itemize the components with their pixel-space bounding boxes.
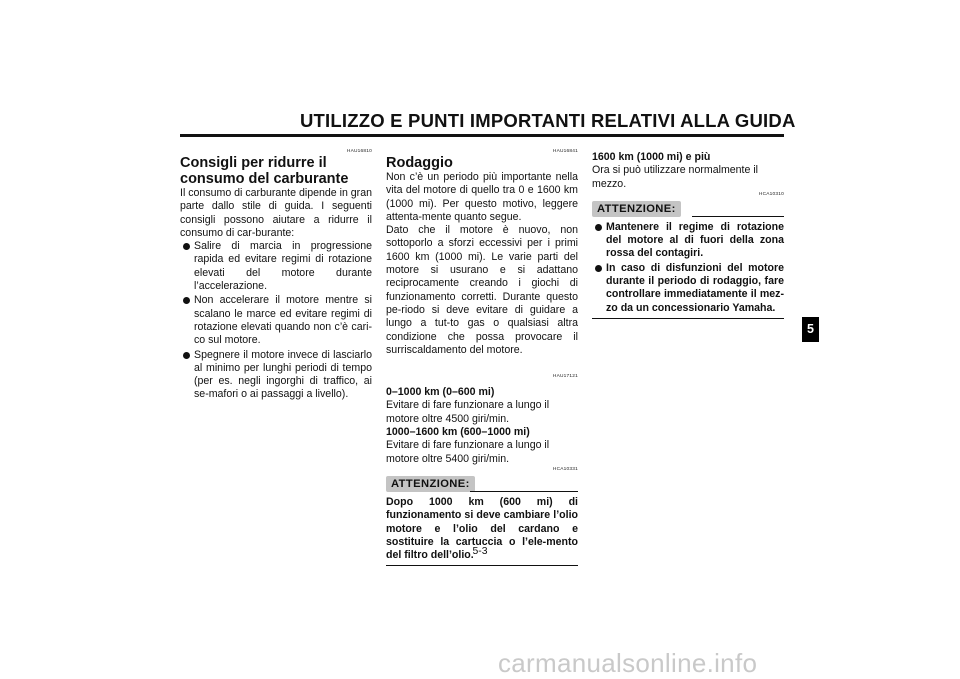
break-in-stage-1-text: Evitare di fare funzionare a lungo il motore oltre 4500 giri/min. <box>386 399 550 425</box>
list-item: Salire di marcia in progressione rapida ed evitare regimi di rotazione elevati del motore durante l’accelerazione. <box>180 240 372 293</box>
fuel-intro: Il consumo di carburante dipende in gran parte dallo stile di guida. I seguenti consigli possono aiutare a ridurre il consumo di car-burante: <box>180 187 372 239</box>
column-break-in <box>386 148 578 566</box>
reference-code: HAU16841 <box>552 149 578 154</box>
caution-header <box>592 199 784 221</box>
after-break-in-text: Ora si può utilizzare normalmente il mezzo. <box>592 164 759 190</box>
break-in-body: Non c’è un periodo più importante nella vita del motore di quello tra 0 e 1600 km (1000 mi). Per questo motivo, leggere attenta-mente quanto segue. Dato che il motore è nuovo, non sottoporlo a sforzi eccessivi per i primi 1600 km (1000 mi). Le varie parti del motore si usurano e si adattano reciprocamente creando i giochi di funzionamento corretti. Durante questo pe-riodo si deve evitare di guidare a lungo a tut-to gas o qualsiasi altra condizione che possa provocare il surriscaldamento del motore. <box>386 171 578 356</box>
caution-list <box>592 221 784 315</box>
section-heading-fuel: Consigli per ridurre il consumo del carburante <box>180 155 349 187</box>
reference-code: HAU16810 <box>346 149 372 154</box>
column-after-break-in <box>592 148 784 319</box>
bullet-icon <box>183 352 190 359</box>
chapter-tab: 5 <box>802 317 819 342</box>
reference-code: HAU17121 <box>552 374 578 380</box>
reference-code: HCA10310 <box>758 191 784 197</box>
break-in-stage-1-title: 0–1000 km (0–600 mi) <box>386 386 495 399</box>
list-item: Non accelerare il motore mentre si scalano le marce ed evitare regimi di rotazione elevati quando non c’è cari-co sul motore. <box>180 294 372 347</box>
list-item: Spegnere il motore invece di lasciarlo al minimo per lunghi periodi di tempo (per es. negli ingorghi di traffico, ai se-mafori o ai passaggi a livello). <box>180 349 372 402</box>
caution-rule <box>692 216 784 218</box>
caution-label: ATTENZIONE: <box>592 201 681 217</box>
section-heading-break-in: Rodaggio <box>386 155 453 171</box>
caution-end-rule <box>592 318 784 319</box>
fuel-tips-list <box>180 240 372 402</box>
list-item: Mantenere il regime di rotazione del motore al di fuori della zona rossa del contagiri. <box>592 221 784 261</box>
page-title: UTILIZZO E PUNTI IMPORTANTI RELATIVI ALLA GUIDA <box>300 110 796 131</box>
reference-code: HCA10331 <box>552 466 578 472</box>
caution-rule <box>470 491 578 493</box>
caution-end-rule <box>386 565 578 566</box>
break-in-stage-2-title: 1000–1600 km (600–1000 mi) <box>386 426 530 439</box>
after-break-in-title: 1600 km (1000 mi) e più <box>592 151 711 163</box>
header-rule <box>180 134 784 137</box>
list-item: In caso di disfunzioni del motore durante il periodo di rodaggio, fare controllare immediatamente il mez-zo da un concessionario Yamaha. <box>592 262 784 315</box>
bullet-icon <box>183 297 190 304</box>
watermark: carmanualsonline.info <box>498 648 758 678</box>
bullet-icon <box>183 243 190 250</box>
caution-label: ATTENZIONE: <box>386 476 475 492</box>
break-in-stage-2-text: Evitare di fare funzionare a lungo il motore oltre 5400 giri/min. <box>386 439 550 465</box>
bullet-icon <box>595 224 602 231</box>
bullet-icon <box>595 265 602 272</box>
column-fuel-tips <box>180 148 372 403</box>
caution-header <box>386 474 578 496</box>
page-number: 5-3 <box>472 546 488 557</box>
caution-text: Dopo 1000 km (600 mi) di funzionamento si deve cambiare l’olio motore e l’olio del cardano e sostituire la cartuccia o l’ele-mento del filtro dell’olio. <box>386 495 578 562</box>
